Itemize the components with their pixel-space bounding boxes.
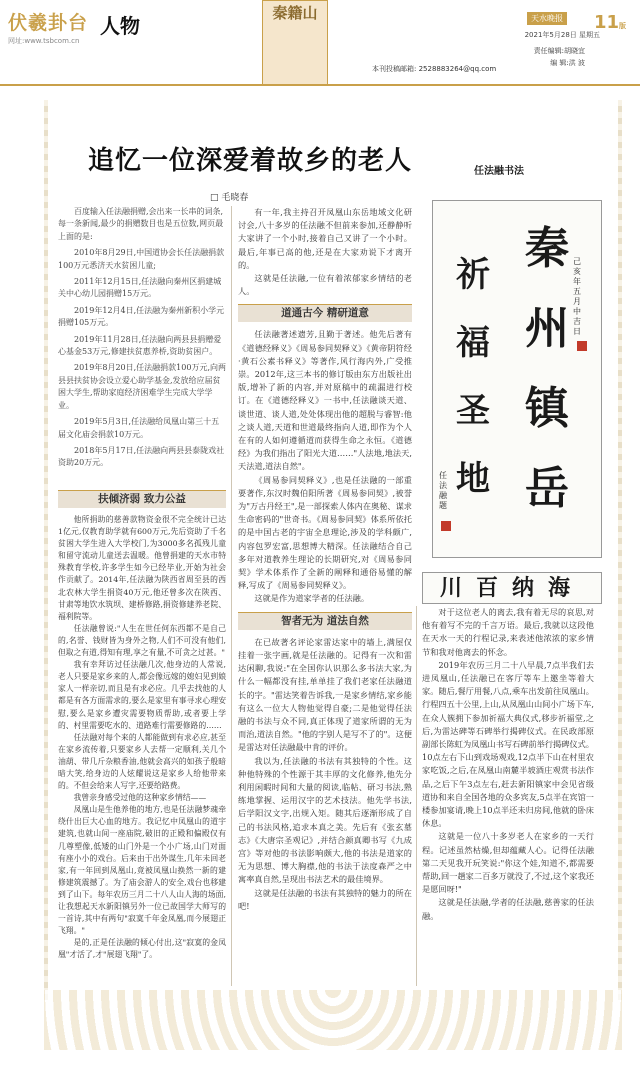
intro-paragraph: 2019年11月28日,任法融向两县县捐赠爱心基金53万元,修建扶贫惠养桥,资助贫困户。 [58, 334, 222, 357]
section-heading: 扶倾济弱 致力公益 [58, 490, 226, 508]
intro-paragraph: 2019年5月3日,任法融给凤凰山第三十五届文化庙会捐款10万元。 [58, 417, 220, 439]
website: 网址:www.tsbcom.cn [8, 37, 80, 45]
calligraphy-left-text: 祈福圣地 [456, 255, 490, 499]
column-1 [58, 490, 226, 961]
author [210, 190, 248, 203]
calligraphy-signature: 任法融题 [439, 471, 447, 510]
seal-stamp [441, 521, 451, 531]
body-paragraph: 这就是任法融,一位有着浓郁家乡情结的老人。 [238, 273, 412, 297]
column-divider [416, 606, 417, 986]
body-paragraph: 2019年农历三月二十八早晨,7点半我们去进凤凰山,任法融已在客厅等车上邀坐等着大家。随后,餐厅用餐,八点,乘车出发前往凤凰山。行程四五十公里,上山,从凤凰山山间小广场下车,在众人簇拥下参加祈福大典仪式,移步祈福堂,之后,为雷达碑等石碑举行揭碑仪式。在民政部原副部长陈虹为凤凰山书写石碑前举行揭碑仪式。10点左右下山到戏场观戏,12点半下山在村里农家吃饭,之后,在凤凰山南麓半坡酒庄观赏书法作品,之后下午3点左右,赶去新阳镇家中会见省级道协和来自全国各地的众多宾友,5点半在宾馆一楼参加宴请,晚上10点半还未归房间,他就的卧床休息。 [422, 659, 594, 829]
frame-left [44, 100, 48, 1000]
section-title: 人物 [100, 14, 140, 38]
calligraphy-right-text: 秦州镇岳 [525, 223, 569, 514]
body-paragraph: 任法融对每个来的人都能做到有求必应,甚至在家乡流传着,只要家乡人去帮一定顺利,关几个油葫、带几斤杂粮香油,他就会高兴的如孩子般暗暗大笑,给身边的人炫耀说这是家乡人给他带来的。不但会给来人写字,还要给路费。 [58, 732, 226, 791]
intro-paragraph: 2019年8月20日,任法融捐款100万元,向两县县扶贫协会设立爱心助学基金,发放给应届贫困大学生,帮助家庭经济困难学生完成大学学业。 [58, 363, 226, 410]
body-paragraph: 这就是任法融的书法有其独特的魅力的所在吧! [238, 887, 412, 911]
body-paragraph: 我曾亲身感受过他的这种家乡情结—— [73, 793, 207, 803]
calligraphy-bottom [422, 572, 602, 604]
intro-block [58, 206, 226, 474]
column-seal [262, 0, 328, 86]
column-2 [238, 206, 412, 913]
body-paragraph: 我有幸拜访过任法融几次,他身边的人常说,老人只要是家乡来的人,都会像远嫁的媳妇见到娘家人一样亲切,而且是有求必应。几乎去找他的人都是有各方面需求的,要么是家里有事寻求心理安慰,要么是家乡遭灾需要物质帮助,或者要上学的、村里需要吃水的、道路难行需要修路的…… [58, 660, 226, 730]
paper-name: 天水晚报 [527, 12, 567, 25]
body-paragraph: 任法融曾说:"人生在世任何东西都不是自己的,名誉、钱财皆为身外之物,人们不可没有他们,但取之有道,得知有理,享之有量,不可贪之过甚。" [58, 623, 226, 658]
body-paragraph: 是的,正是任法融的倾心付出,这"寂寞的金凤凰"才活了,才"展翅飞翔"了。 [58, 938, 226, 960]
body-paragraph: 凤凰山是生他养他的地方,也是任法融梦魂牵绕什出巨大心血的地方。我记忆中凤凰山的道宇建筑,也就山间一座庙院,破旧的正殿和偏殿仅有几尊塑像,低矮的山门外是一个小广场,山门对面有座小小的戏台。后来由于出外谋生,几年未回老家,有一年回到凤凰山,竟被凤凰山换然一新的建修建筑震撼了。为了庙会游人的安全,戏台也移建到了山下。每年农历三月二十八人山人海的场面,让我想起天水新阳镇另外一位已故国学大师写的一首诗,其中有两句"寂寞千年金凤凰,而今展翅正飞翔。" [58, 805, 226, 936]
editor-credits [534, 45, 585, 69]
frame-bottom-pattern [44, 990, 622, 1050]
masthead-rule [0, 84, 640, 86]
column-divider [231, 206, 232, 986]
page-suffix: 版 [619, 22, 626, 30]
section-heading: 智者无为 道法自然 [238, 612, 412, 630]
intro-paragraph: 2018年5月17日,任法融向两县县泰陇戏社资助20万元。 [58, 445, 225, 468]
section-heading: 道通古今 精研道意 [238, 304, 412, 322]
body-paragraph: 对于这位老人的离去,我有着无尽的哀思,对他有着写不完的千言万语。最后,我就以这段他在天水一天的行程记录,来表述他浓浓的家乡情节和我对他离去的怀念。 [422, 607, 594, 657]
page-number-value: 11 [593, 12, 619, 33]
body-paragraph: 有一年,我主持召开凤凰山东岳地域文化研讨会,八十多岁的任法融不但前来参加,还静静听大家讲了一个小时,接着自己又讲了一个小时。最后,年事已高的他,还是在大家劝说下才离开的。 [238, 207, 412, 270]
calligraphy-inscription: 己亥年五月中吉日 [573, 257, 581, 336]
body-paragraph: 任法融著述遗芳,且勤于著述。他先后著有《道德经释义》《周易参同契释义》《黄帝阴符经·黄石公素书释义》等著作,风行海内外,广受推崇。2012年,这三本书的修订版由东方出版社出版,增补了新的内容,并对原稿中的疏漏进行校订。在《道德经释义》一书中,任法融谈天道、谈世道、谈人道,处处体现出他的超脱与睿智:他之谈人道,天道和世道最终指向人道,即作为个人在有的人如何遵循道而获得生命之永恒。《道德经》为我们指出了阳光大道……"人法地,地法天,天法道,道法自然"。 [238, 329, 412, 472]
column-3 [422, 606, 594, 923]
intro-paragraph: 2019年12月4日,任法融为秦州新积小学元捐赠105万元。 [58, 305, 225, 328]
submission-email: 本刊投稿邮箱: 2528883264@qq.com [372, 65, 497, 73]
body-paragraph: 这就是一位八十多岁老人在家乡的一天行程。记述虽然枯燥,但却蕴藏人心。记得任法融第二天见我开玩笑说:"你这个娃,知道不,都需要帮助,回一趟家二百多万就没了,不过,这个家我还是愿回呀!" [422, 831, 594, 895]
column-name: 秦籍山 [272, 4, 318, 22]
body-paragraph: 《周易参同契释义》,也是任法融的一部重要著作,东汉时魏伯阳所著《周易参同契》,被誉为"万古丹经王",是一部探索人体内在奥秘、谋求生命密码的"世奇书。《周易参同契》体系所依托的是中国古老的宇宙全息理论,涉及的学科颇广,内容包罗宏富,思想博大精深。任法融结合自己多年对道教养生理论的长期研究,对《周易参同契》学术体系作了全新的阐释和通俗易懂的解释,写成了《周易参同契释义》。 [238, 474, 412, 591]
intro-paragraph: 2011年12月15日,任法融向秦州区捐建城关中心幼儿园捐赠15万元。 [58, 277, 222, 299]
calligraphy-title: 任法融书法 [474, 166, 524, 177]
designer: 编 辑:洪 波 [550, 59, 585, 67]
author-marker: □ [210, 193, 222, 203]
intro-paragraph: 百度输入任法融捐赠,会出来一长串的词条,每一条新闻,最少的捐赠数目也是五位数,网页最上面的是: [58, 207, 224, 241]
body-paragraph: 这就是作为道家学者的任法融。 [254, 593, 370, 604]
frame-right [618, 100, 622, 1000]
intro-paragraph: 2010年8月29日,中国道协会长任法融捐款100万元悉济天水贫困儿童; [58, 248, 225, 270]
issue-date: 2021年5月28日 星期五 [524, 31, 600, 39]
body-paragraph: 这就是任法融,学者的任法融,慈善家的任法融。 [422, 897, 594, 921]
article-title: 追忆一位深爱着故乡的老人 [88, 146, 413, 176]
calligraphy-main [432, 200, 602, 558]
body-paragraph: 在已故著名评论家雷达家中的墙上,满屋仅挂着一张字画,就是任法融的。记得有一次和雷达闲聊,我说:"在全国你认识那么多书法大家,为什么一幅都没有挂,单单挂了我们老家任法融道长的字。"雷达笑着告诉我,一是家乡情结,家乡能有这么一位大人物他觉得自豪;二是他觉得任法融的书法与众不同,真正体现了道家所谓的无为而治,道法自然。"他的字别人是写不了的"。这便是雷达对任法融最中肯的评价。 [238, 636, 412, 753]
seal-stamp [577, 341, 587, 351]
brand-title: 伏羲卦台 [8, 12, 89, 34]
body-paragraph: 他所捐助的慈善款物资金很不完全统计已达1亿元,仅教育助学就有600万元,先后资助了千名贫困大学生进入大学校门,为3000多名孤残儿童和留守流动儿童送去温暖。他曾捐建的天水市特殊教育学校,许多学生如今已经毕业,开始为社会作贡献了。2014年,任法融为陕西省周至县的西北农林大学生捐资40万元,他还曾多次在陕西、甘肃等地饮水筑坝、建桥修路,捐资修建养老院、福利院等。 [58, 515, 226, 621]
body-paragraph: 我以为,任法融的书法有其独特的个性。这种他特殊的个性源于其丰厚的文化修养,他先分利用闲暇时间和大量的阅读,临帖、研习书法,熟练地掌握、运用汉字的艺术技法。他先学书法,后学阳汉文字,出规入矩。随其后逐渐形成了自己的书法风格,追求本真之美。先后有《张玄墓志》《大唐宗圣观记》,并结合颜真卿书写《九成宫》等对他的书法影响颇大,他的书法是道家的无为思想、博大胸襟,他的书法于法度森严之中寓率真自然,呈现出书法艺术的最佳境界。 [238, 755, 412, 885]
calligraphy-bottom-text: 海纳百川 [439, 575, 584, 601]
editor: 责任编辑:胡晓宜 [533, 47, 585, 55]
author-name: 毛晓春 [221, 193, 249, 203]
